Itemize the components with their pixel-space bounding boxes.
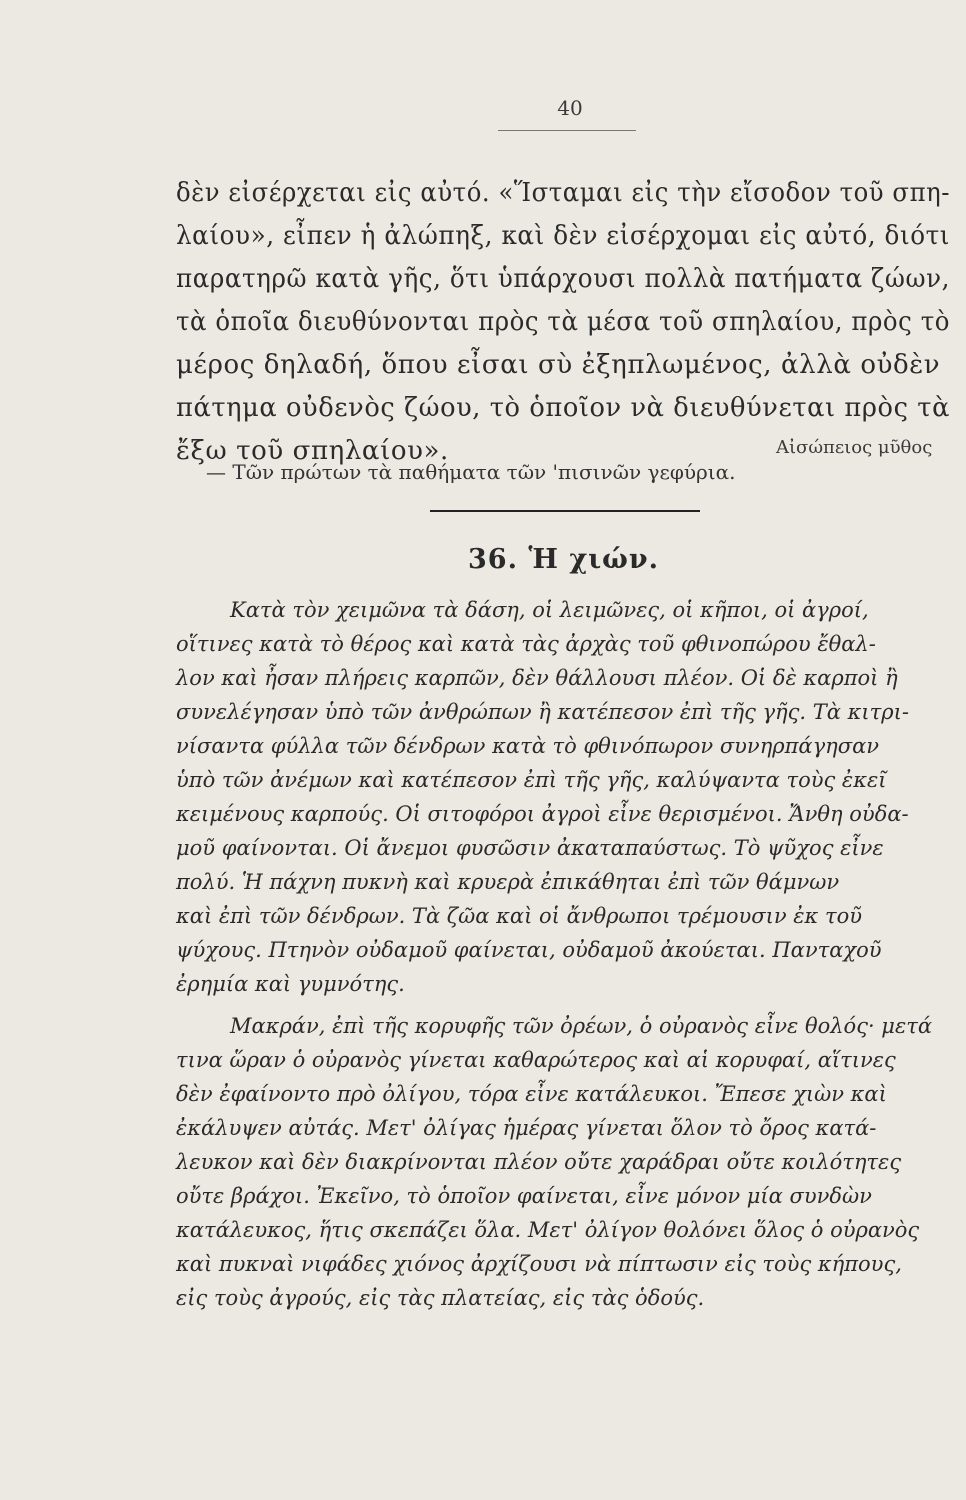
text-line: ἐκάλυψεν αὐτάς. Μετ' ὀλίγας ἡμέρας γίνεται ὅλον τὸ ὄρος κατά- (176, 1116, 877, 1140)
text-line: εἰς τοὺς ἀγρούς, εἰς τὰς πλατείας, εἰς τὰς ὁδούς. (176, 1286, 705, 1310)
proverb-line: — Τῶν πρώτων τὰ παθήματα τῶν 'πισινῶν γεφύρια. (206, 460, 736, 484)
section-divider (430, 510, 700, 512)
text-line: Κατὰ τὸν χειμῶνα τὰ δάση, οἱ λειμῶνες, οἱ κῆποι, οἱ ἀγροί, (230, 598, 869, 622)
text-line: οἵτινες κατὰ τὸ θέρος καὶ κατὰ τὰς ἀρχὰς τοῦ φθινοπώρου ἔθαλ- (176, 632, 876, 656)
text-line: τὰ ὁποῖα διευθύνονται πρὸς τὰ μέσα τοῦ σπηλαίου, πρὸς τὸ (176, 307, 951, 337)
text-line: οὔτε βράχοι. Ἐκεῖνο, τὸ ὁποῖον φαίνεται, εἶνε μόνον μία συνδὼν (176, 1184, 872, 1208)
text-line: τινα ὥραν ὁ οὐρανὸς γίνεται καθαρώτερος καὶ αἱ κορυφαί, αἵτινες (176, 1048, 896, 1072)
section-title: 36. Ἡ χιών. (468, 544, 659, 575)
text-line: Μακράν, ἐπὶ τῆς κορυφῆς τῶν ὀρέων, ὁ οὐρανὸς εἶνε θολός· μετά (230, 1014, 933, 1038)
page-number-rule (498, 130, 636, 131)
text-line: κειμένους καρπούς. Οἱ σιτοφόροι ἀγροὶ εἶνε θερισμένοι. Ἄνθη οὐδα- (176, 802, 909, 826)
text-line: καὶ ἐπὶ τῶν δένδρων. Τὰ ζῶα καὶ οἱ ἄνθρωποι τρέμουσιν ἐκ τοῦ (176, 904, 863, 928)
text-line: καὶ πυκναὶ νιφάδες χιόνος ἀρχίζουσι νὰ πίπτωσιν εἰς τοὺς κήπους, (176, 1252, 902, 1276)
text-line: ἔξω τοῦ σπηλαίου». (176, 436, 449, 466)
story-attribution: Αἰσώπειος μῦθος (776, 437, 933, 458)
text-line: ψύχους. Πτηνὸν οὐδαμοῦ φαίνεται, οὐδαμοῦ ἀκούεται. Πανταχοῦ (176, 938, 882, 962)
page-number: 40 (557, 96, 583, 120)
text-line: δὲν ἐφαίνοντο πρὸ ὀλίγου, τόρα εἶνε κατάλευκοι. Ἔπεσε χιὼν καὶ (176, 1082, 887, 1106)
text-line: λαίου», εἶπεν ἡ ἀλώπηξ, καὶ δὲν εἰσέρχομαι εἰς αὐτό, διότι (176, 221, 951, 251)
text-line: νίσαντα φύλλα τῶν δένδρων κατὰ τὸ φθινόπωρον συνηρπάγησαν (176, 734, 880, 758)
text-line: συνελέγησαν ὑπὸ τῶν ἀνθρώπων ἢ κατέπεσον ἐπὶ τῆς γῆς. Τὰ κιτρι- (176, 700, 909, 724)
text-line: ὑπὸ τῶν ἀνέμων καὶ κατέπεσον ἐπὶ τῆς γῆς, καλύψαντα τοὺς ἐκεῖ (176, 768, 887, 792)
text-line: λευκον καὶ δὲν διακρίνονται πλέον οὔτε χαράδραι οὔτε κοιλότητες (176, 1150, 902, 1174)
text-line: μέρος δηλαδή, ὅπου εἶσαι σὺ ἐξηπλωμένος, ἀλλὰ οὐδὲν (176, 350, 941, 380)
text-line: κατάλευκος, ἥτις σκεπάζει ὅλα. Μετ' ὀλίγον θολόνει ὅλος ὁ οὐρανὸς (176, 1218, 920, 1242)
text-line: παρατηρῶ κατὰ γῆς, ὅτι ὑπάρχουσι πολλὰ πατήματα ζώων, (176, 264, 951, 294)
text-line: ἐρημία καὶ γυμνότης. (176, 972, 405, 996)
text-line: πάτημα οὐδενὸς ζώου, τὸ ὁποῖον νὰ διευθύνεται πρὸς τὰ (176, 393, 950, 423)
text-line: λον καὶ ἦσαν πλήρεις καρπῶν, δὲν θάλλουσι πλέον. Οἱ δὲ καρποὶ ἢ (176, 666, 898, 690)
text-line: δὲν εἰσέρχεται εἰς αὐτό. «Ἵσταμαι εἰς τὴν εἴσοδον τοῦ σπη- (176, 178, 951, 208)
text-line: μοῦ φαίνονται. Οἱ ἄνεμοι φυσῶσιν ἀκαταπαύστως. Τὸ ψῦχος εἶνε (176, 836, 884, 860)
text-line: πολύ. Ἡ πάχνη πυκνὴ καὶ κρυερὰ ἐπικάθηται ἐπὶ τῶν θάμνων (176, 870, 840, 894)
